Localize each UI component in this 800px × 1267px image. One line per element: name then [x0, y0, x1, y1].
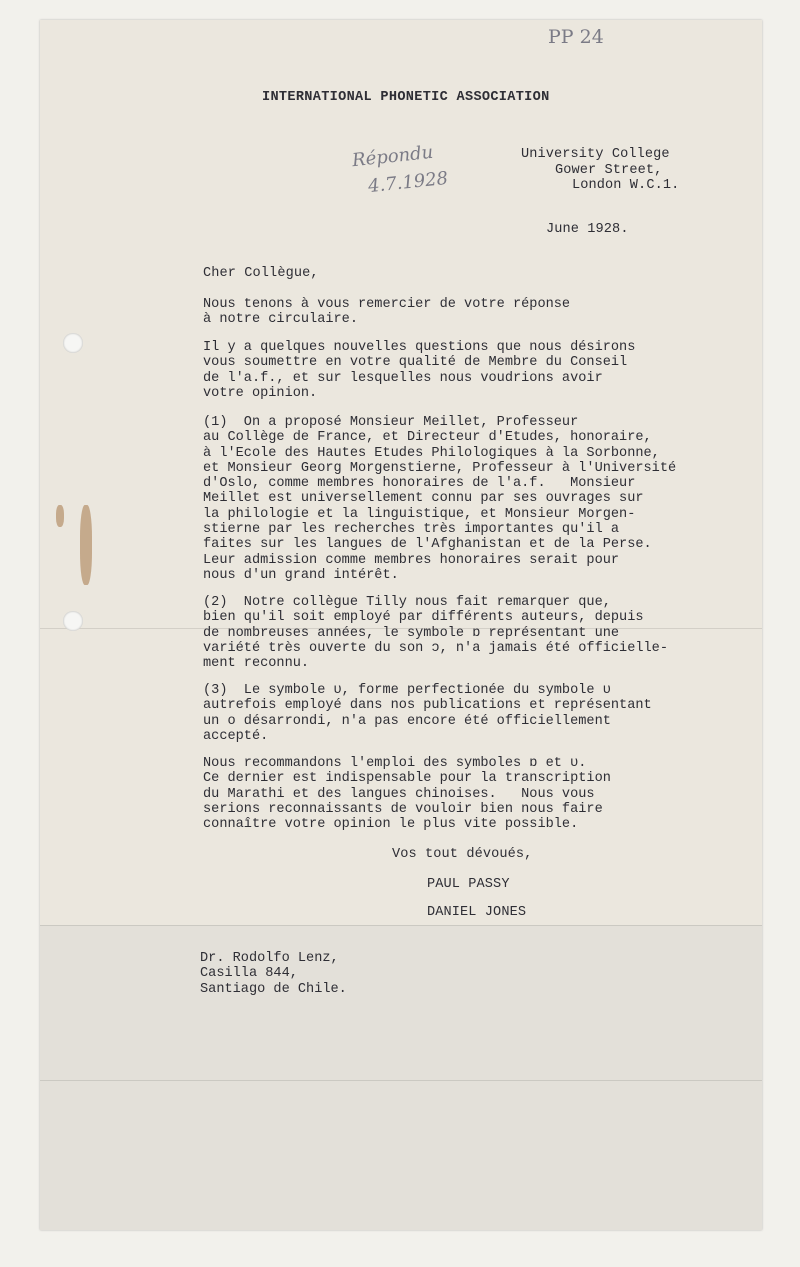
lower-fold-panel	[40, 925, 762, 1230]
fold-line	[40, 925, 762, 926]
address-line-1: University College	[521, 147, 670, 162]
handwritten-reply-note: Répondu	[351, 141, 435, 172]
paragraph-honorary-members: (1) On a proposé Monsieur Meillet, Professeur au Collège de France, et Directeur d'Etudes, honoraire, à l'Ecole des Hautes Etudes Philologiques à la Sorbonne, et Monsieur Georg Morgenstierne, Professeur à l'Université d'Oslo, comme membres honoraires de l'a.f. Monsieur Meillet est universellement connu par ses ouvrages sur la philologie et la linguistique, et Monsieur Morgen- stierne par les recherches très importantes qu'il a faites sur les langues de l'Afghanistan et de la Perse. Leur admission comme membres honoraires serait pour nous d'un grand intérêt.	[203, 415, 677, 583]
punch-hole	[63, 611, 83, 631]
archive-reference: PP 24	[548, 26, 604, 48]
fold-line	[40, 1080, 762, 1081]
letterhead: INTERNATIONAL PHONETIC ASSOCIATION	[262, 90, 550, 105]
signatory: PAUL PASSY	[427, 877, 510, 892]
recipient-address: Dr. Rodolfo Lenz, Casilla 844, Santiago de Chile.	[200, 951, 347, 997]
paragraph-questions: Il y a quelques nouvelles questions que nous désirons vous soumettre en votre qualité de Membre du Conseil de l'a.f., et sur lesquelles nous voudrions avoir votre opinion.	[203, 340, 636, 401]
punch-hole	[63, 333, 83, 353]
closing: Vos tout dévoués,	[392, 847, 533, 862]
handwritten-reply-date: 4.7.1928	[367, 167, 450, 198]
paragraph-thanks: Nous tenons à vous remercier de votre réponse à notre circulaire.	[203, 297, 571, 328]
letter-date: June 1928.	[546, 222, 629, 237]
paragraph-recommendation: Nous recommandons l'emploi des symboles ɒ et ʋ. Ce dernier est indispensable pour la transcription du Marathi et des langues chinoises. Nous vous serions reconnaissants de vouloir bien nous faire connaître votre opinion le plus vite possible.	[203, 756, 611, 833]
address-line-3: London W.C.1.	[572, 178, 680, 193]
address-line-2: Gower Street,	[555, 163, 663, 178]
rust-stain	[56, 505, 64, 527]
salutation: Cher Collègue,	[203, 266, 319, 281]
paragraph-symbol-open-o: (2) Notre collègue Tilly nous fait remarquer que, bien qu'il soit employé par différents auteurs, depuis de nombreuses années, le symbole ɒ représentant une variété très ouverte du son ɔ, n'a jamais été officielle- ment reconnu.	[203, 595, 668, 672]
signatory: DANIEL JONES	[427, 905, 527, 920]
paragraph-symbol-unrounded-o: (3) Le symbole ʋ, forme perfectionée du symbole ʋ autrefois employé dans nos publications et représentant un o désarrondi, n'a pas encore été officiellement accepté.	[203, 683, 652, 744]
rust-stain	[80, 505, 92, 585]
